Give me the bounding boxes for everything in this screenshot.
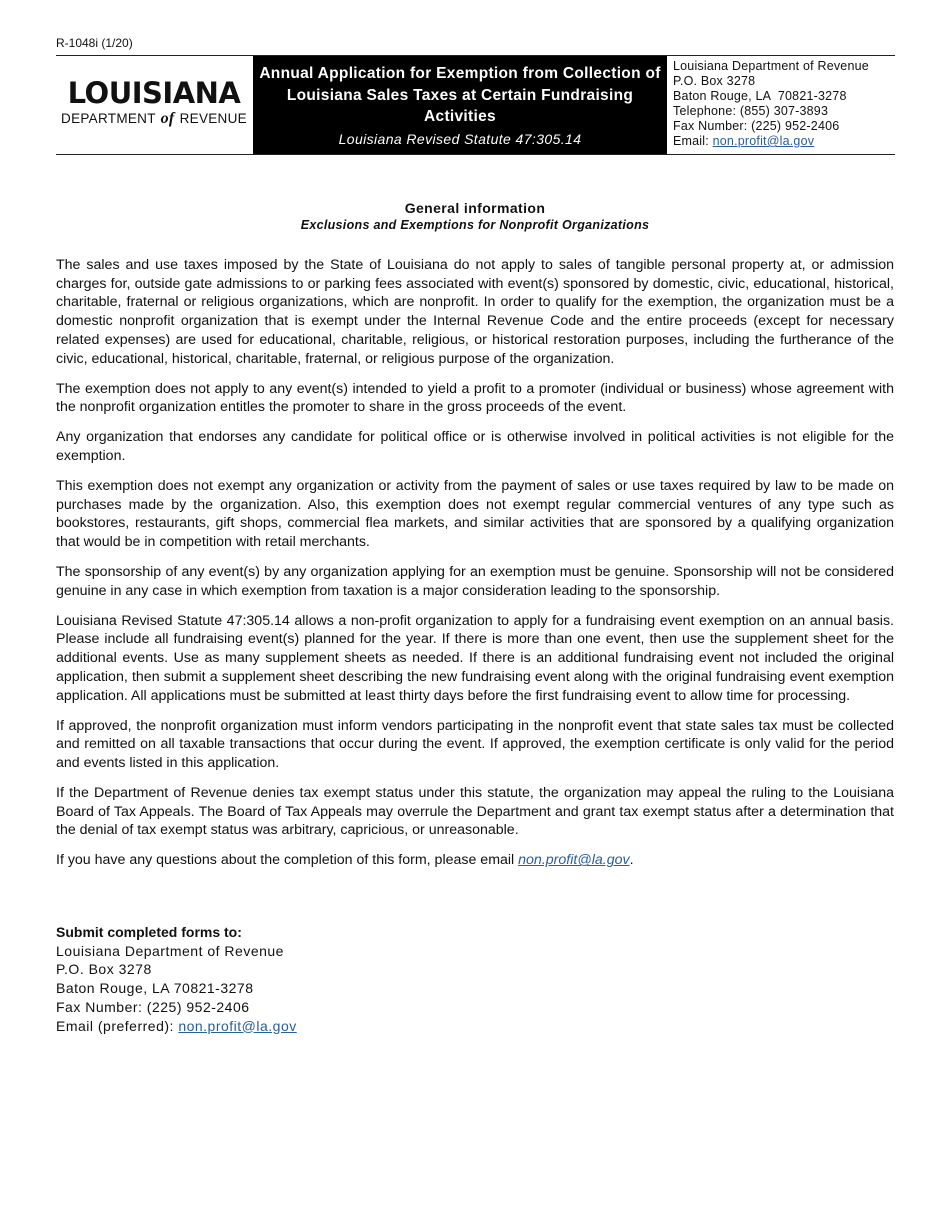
submit-city: Baton Rouge, LA 70821-3278 bbox=[56, 980, 254, 997]
logo-subtitle bbox=[56, 110, 252, 128]
submit-fax: Fax Number: (225) 952-2406 bbox=[56, 998, 250, 1015]
paragraph: This exemption does not exempt any organization or activity from the payment of sales or use taxes required by law to be made on purchases made by the organization. Also, this exemption does not exempt regular commercial ventures of any type such as bookstores, restaurants, gift shops, commercial flea markets, and similar activities that are sponsored by a qualifying organization that would be in competition with retail merchants. bbox=[56, 477, 894, 551]
header bbox=[56, 55, 895, 155]
paragraph: If approved, the nonprofit organization must inform vendors participating in the nonprofit event that state sales tax must be collected and remitted on all taxable transactions that occur during the event. If approved, the exemption certificate is only valid for the period and events listed in this application. bbox=[56, 717, 894, 771]
questions-text: If you have any questions about the completion of this form, please email bbox=[56, 852, 519, 869]
contact-email-line bbox=[673, 134, 895, 149]
title-box bbox=[253, 56, 667, 154]
questions-paragraph bbox=[56, 851, 894, 870]
paragraph: Any organization that endorses any candidate for political office or is otherwise involved in political activities is not eligible for the exemption. bbox=[56, 429, 894, 464]
logo-sub-right: REVENUE bbox=[179, 111, 247, 126]
general-info-subheading: Exclusions and Exemptions for Nonprofit Organizations bbox=[300, 218, 650, 232]
submit-email-link[interactable]: non.profit@la.gov bbox=[178, 1017, 297, 1034]
logo-title: LOUISIANA bbox=[67, 76, 241, 110]
submit-heading: Submit completed forms to: bbox=[56, 924, 242, 940]
contact-po-box: P.O. Box 3278 bbox=[673, 74, 756, 88]
submit-email-label: Email (preferred): bbox=[56, 1017, 179, 1034]
questions-email-link[interactable]: non.profit@la.gov bbox=[518, 852, 630, 869]
form-id: R-1048i (1/20) bbox=[56, 36, 133, 50]
logo-sub-left: DEPARTMENT bbox=[61, 111, 156, 126]
louisiana-revenue-logo bbox=[56, 78, 252, 128]
paragraph: The exemption does not apply to any event(s) intended to yield a profit to a promoter (individual or business) whose agreement with the nonprofit organization entitles the promoter to share in the gross proceeds of the event. bbox=[56, 380, 894, 416]
paragraph: Louisiana Revised Statute 47:305.14 allows a non-profit organization to apply for a fundraising event exemption on an annual basis. Please include all fundraising event(s) planned for the year. If there is more than one event, then use the supplement sheet for the additional events. Use as many supplement sheets as needed. If there is an additional fundraising event not included the original application, then submit a supplement sheet describing the new fundraising event along with the original fundraising event exemption application. All applications must be submitted at least thirty days before the first fundraising event to allow time for processing. bbox=[56, 612, 894, 704]
body-text bbox=[56, 256, 894, 881]
submit-block bbox=[56, 923, 297, 1035]
questions-end: . bbox=[629, 852, 634, 869]
paragraph: If the Department of Revenue denies tax exempt status under this statute, the organization may appeal the ruling to the Louisiana Board of Tax Appeals. The Board of Tax Appeals may overrule the Department and grant tax exempt status after a determination that the denial of tax exempt status was arbitrary, capricious, or unreasonable. bbox=[56, 784, 894, 839]
submit-email-line bbox=[56, 1017, 297, 1036]
form-title: Annual Application for Exemption from Collection of Louisiana Sales Taxes at Certain Fundraising Activities bbox=[259, 65, 661, 125]
general-info-heading: General information bbox=[404, 200, 546, 216]
submit-org: Louisiana Department of Revenue bbox=[56, 942, 284, 959]
contact-city: Baton Rouge, LA 70821-3278 bbox=[673, 89, 847, 103]
contact-email-label: Email: bbox=[673, 134, 713, 148]
paragraph: The sponsorship of any event(s) by any organization applying for an exemption must be genuine. Sponsorship will not be considered genuine in any case in which exemption from taxation is a major consideration leading to the sponsorship. bbox=[56, 564, 894, 599]
contact-fax: Fax Number: (225) 952-2406 bbox=[673, 119, 840, 133]
contact-telephone: Telephone: (855) 307-3893 bbox=[673, 104, 829, 118]
submit-po-box: P.O. Box 3278 bbox=[56, 961, 152, 978]
contact-email-link[interactable]: non.profit@la.gov bbox=[712, 134, 815, 148]
contact-org: Louisiana Department of Revenue bbox=[673, 59, 869, 73]
logo-sub-of: of bbox=[160, 110, 175, 127]
contact-block bbox=[673, 59, 895, 149]
paragraph: The sales and use taxes imposed by the State of Louisiana do not apply to sales of tangible personal property at, or admission charges for, outside gate admissions to or parking fees associated with event(s) sponsored by domestic, civic, educational, historical, charitable, fraternal or religious organizations, which are nonprofit. In order to qualify for the exemption, the organization must be a domestic nonprofit organization that is exempt under the Internal Revenue Code and the entire proceeds (except for necessary related expenses) are used for educational, charitable, religious, or historical restoration purposes, including the furtherance of the civic, educational, historical, charitable, fraternal, or religious purpose of the organization. bbox=[56, 257, 894, 367]
statute-reference: Louisiana Revised Statute 47:305.14 bbox=[338, 130, 582, 147]
